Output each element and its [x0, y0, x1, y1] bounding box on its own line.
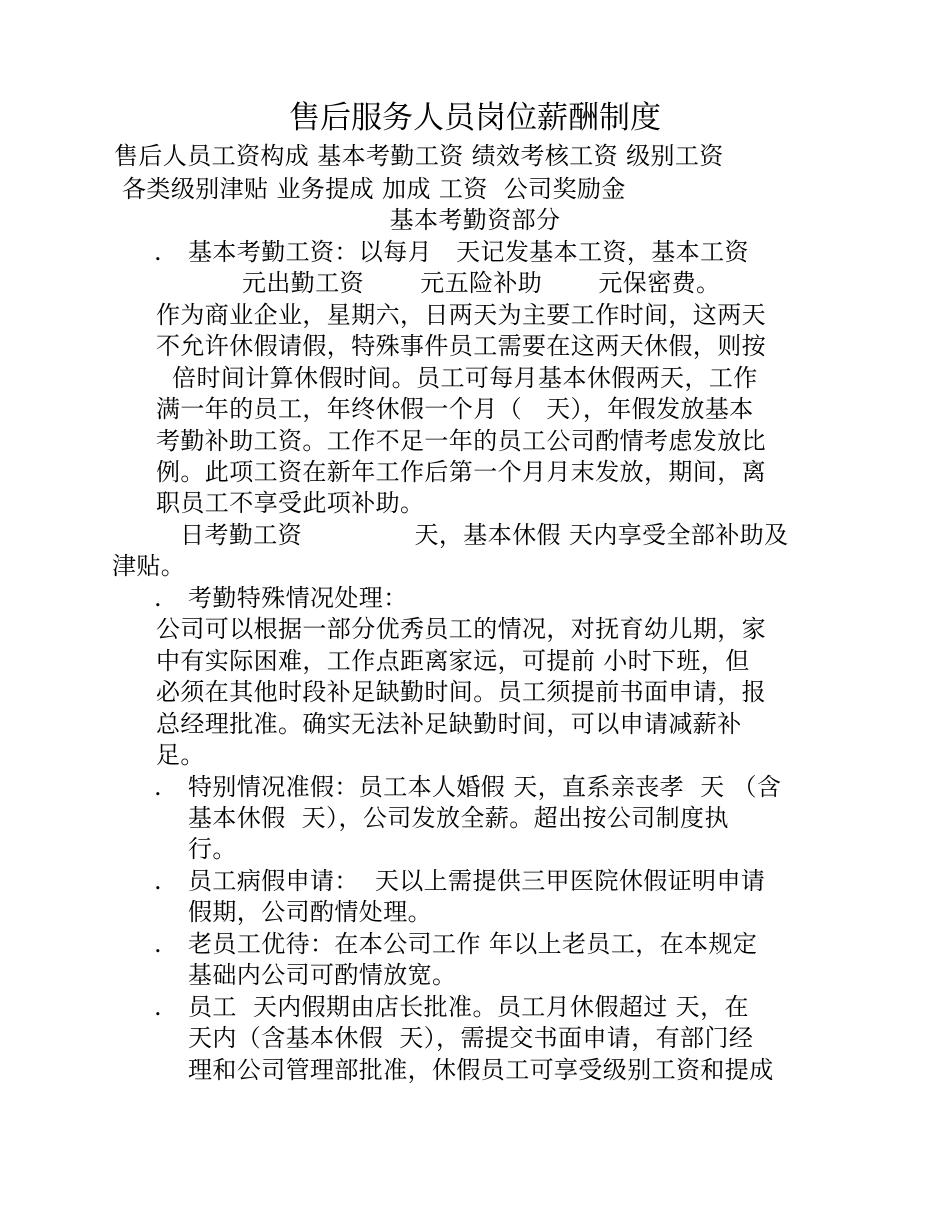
list-item-line: 基本休假 天），公司发放全薪。超出按公司制度执 — [188, 804, 729, 832]
list-item-line: 基本考勤工资：以每月 天记发基本工资，基本工资 — [188, 238, 749, 266]
list-bullet: . — [154, 584, 162, 612]
paragraph-line: 满一年的员工，年终休假一个月（ 天），年假发放基本 — [156, 395, 754, 423]
paragraph-line: 中有实际困难，工作点距离家远，可提前 小时下班，但 — [156, 647, 750, 675]
paragraph-line: 作为商业企业，星期六，日两天为主要工作时间，这两天 — [156, 301, 766, 329]
list-bullet: . — [154, 773, 162, 801]
list-item-line: 行。 — [188, 835, 237, 863]
intro-line: 售后人员工资构成 基本考勤工资 绩效考核工资 级别工资 — [114, 142, 724, 170]
list-item-line: 假期，公司酌情处理。 — [188, 898, 432, 926]
list-item-line: 员工 天内假期由店长批准。员工月休假超过 天，在 — [188, 993, 749, 1021]
paragraph-line: 倍时间计算休假时间。员工可每月基本休假两天，工作 — [156, 364, 758, 392]
list-item-line: 天内（含基本休假 天），需提交书面申请，有部门经 — [188, 1024, 754, 1052]
paragraph-line: 必须在其他时段补足缺勤时间。员工须提前书面申请，报 — [156, 678, 766, 706]
paragraph-line: 日考勤工资 天，基本休假 天内享受全部补助及 — [156, 521, 789, 549]
list-item-line: 考勤特殊情况处理： — [188, 584, 408, 612]
list-bullet: . — [154, 867, 162, 895]
list-bullet: . — [154, 993, 162, 1021]
paragraph-line: 总经理批准。确实无法补足缺勤时间，可以申请减薪补 — [156, 710, 742, 738]
list-bullet: . — [154, 930, 162, 958]
paragraph-line: 足。 — [156, 741, 205, 769]
paragraph-line: 例。此项工资在新年工作后第一个月月末发放，期间，离 — [156, 458, 766, 486]
paragraph-line: 不允许休假请假，特殊事件员工需要在这两天休假，则按 — [156, 332, 766, 360]
list-item-line: 特别情况准假：员工本人婚假 天，直系亲丧孝 天 （含 — [188, 773, 782, 801]
paragraph-line: 公司可以根据一部分优秀员工的情况，对抚育幼儿期，家 — [156, 615, 766, 643]
list-bullet: . — [154, 238, 162, 266]
paragraph-line: 津贴。 — [112, 552, 186, 580]
document-title: 售后服务人员岗位薪酬制度 — [289, 100, 661, 136]
paragraph-line: 职员工不享受此项补助。 — [156, 489, 425, 517]
intro-line: 各类级别津贴 业务提成 加成 工资 公司奖励金 — [114, 175, 626, 203]
section-heading: 基本考勤资部分 — [389, 206, 561, 234]
list-item-line: 理和公司管理部批准，休假员工可享受级别工资和提成 — [188, 1056, 774, 1084]
list-item-line: 元出勤工资 元五险补助 元保密费。 — [242, 269, 721, 297]
list-item-line: 基础内公司可酌情放宽。 — [188, 961, 457, 989]
list-item-line: 老员工优待：在本公司工作 年以上老员工，在本规定 — [188, 930, 758, 958]
list-item-line: 员工病假申请： 天以上需提供三甲医院休假证明申请 — [188, 867, 766, 895]
paragraph-line: 考勤补助工资。工作不足一年的员工公司酌情考虑发放比 — [156, 427, 766, 455]
